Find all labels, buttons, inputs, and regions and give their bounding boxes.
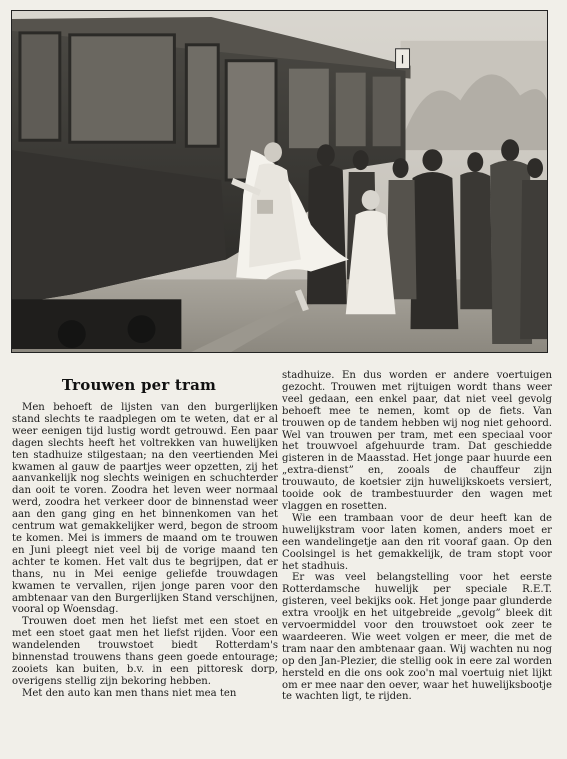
news-photo (11, 10, 548, 353)
tram-sign-text: Ι (400, 52, 405, 67)
wedding-tram-photo (12, 11, 547, 352)
article-headline: Trouwen per tram (61, 376, 217, 394)
article-paragraph: Met den auto kan men thans niet mea ten (22, 687, 237, 699)
article-paragraph: stadhuize. En dus worden er andere voertuigen gezocht. Trouwen met rijtuigen wordt thans weer veel gedaan, een enkel paar, dat niet veel gevolg behoeft mee te nemen, komt op de fiets. Van trouwen op de tandem hebben wij nog niet gehoord. Wel van trouwen per tram, met een speciaal voor het trouwvoel afgehuurde tram. Dat geschiedde gisteren in de Maasstad. Het jonge paar huurde een „extra-dienst” en, zooals de chauffeur zijn trouwauto, de koetsier zijn huwelijkskoets versiert, tooide ook de trambestuurder den wagen met vlaggen en rosetten. (282, 370, 552, 512)
article-paragraph: Wie een trambaan voor de deur heeft kan de huwelijkstram voor laten komen, anders moet er een wandelingetje aan den rit vooraf gaan. Op den Coolsingel is het gemakkelijk, de tram stopt voor het stadhuis. (282, 512, 552, 572)
article-column-2 (282, 370, 552, 703)
article-column-1 (12, 402, 278, 700)
article-paragraph: Er was veel belangstelling voor het eerste Rotterdamsche huwelijk per speciale R.E.T. gisteren, veel bekijks ook. Het jonge paar glunderde extra vrooljk en het uitgebreide „gevolg” bleek dit vervoermiddel voor den trouwstoet ook zeer te waardeeren. Wie weet volgen er meer, die met de tram naar den ambtenaar gaan. Wij wachten nu nog op den Jan-Plezier, die stellig ook in eere zal worden hersteld en die ons ook zoo'n mal voertuig niet lijkt om er mee naar den oever, waar het huwelijksbootje te wachten ligt, te rijden. (282, 572, 552, 703)
article-paragraph: Men behoeft de lijsten van den burgerlijken stand slechts te raadplegen om te weten, dat er al weer eenigen tijd lustig wordt getrouwd. Een paar dagen slechts heeft het voltrekken van huwelijken ten stadhuize stilgestaan; na den veertienden Mei kwamen al gauw de paartjes weer opzetten, zij het aanvankelijk nog slechts weinigen en schuchterder dan ooit te voren. Zoodra het leven weer normaal werd, zoodra het verkeer door de binnenstad weer aan den gang ging en het binnenkomen van het centrum wat gemakkelijker werd, begon de stroom te komen. Mei is immers de maand om te trouwen en Juni pleegt niet veel bij de vorige maand ten achter te komen. Het valt dus te begrijpen, dat er thans, nu in Mei eenige geliefde trouwdagen kwamen te vervallen, rijen jonge paren voor den ambtenaar van den Burgerlijken Stand verschijnen, vooral op Woensdag. (12, 402, 278, 616)
article-paragraph: Trouwen doet men het liefst met een stoet en met een stoet gaat men het liefst rijden. Voor een wandelenden trouwstoet biedt Rotterdam's binnenstad trouwens thans geen goede entourage; zooiets kan buiten, b.v. in een pittoresk dorp, overigens stellig zijn bekoring hebben. (12, 616, 278, 687)
